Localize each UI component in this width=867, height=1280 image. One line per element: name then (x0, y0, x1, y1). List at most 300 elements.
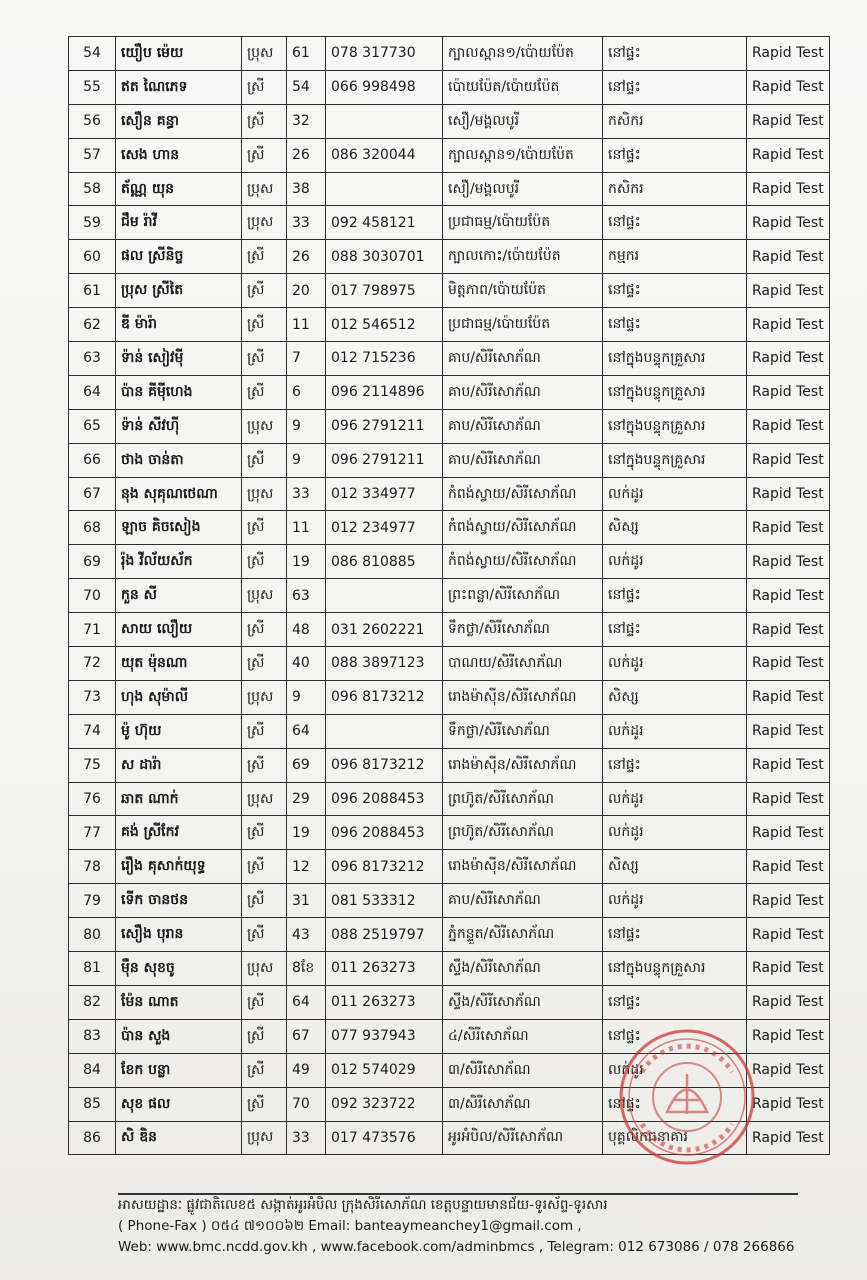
patient-age-cell: 12 (287, 850, 326, 884)
patient-address-cell: គាប/សិរីសោភ័ណ (443, 443, 603, 477)
patient-age-cell: 54 (287, 70, 326, 104)
patient-sex-cell: ស្រី (242, 443, 287, 477)
patient-occupation-cell: លក់ដូរ (603, 884, 747, 918)
patient-phone-cell (326, 172, 443, 206)
patient-occupation-cell: នៅក្នុងបន្ទុកគ្រួសារ (603, 342, 747, 376)
patient-address-cell: ស្ទឹង/សិរីសោភ័ណ (443, 985, 603, 1019)
patient-address-cell: ស្ទឹង/សិរីសោភ័ណ (443, 952, 603, 986)
patient-occupation-cell: នៅផ្ទះ (603, 308, 747, 342)
row-number-cell: 64 (69, 375, 116, 409)
row-number-cell: 84 (69, 1053, 116, 1087)
patient-name-cell: ប្រុស ស្រីតៃ (116, 274, 242, 308)
patient-occupation-cell: នៅផ្ទះ (603, 579, 747, 613)
patient-name-cell: ឌី ម៉ារ៉ា (116, 308, 242, 342)
test-type-cell: Rapid Test (747, 545, 830, 579)
patient-occupation-cell: នៅក្នុងបន្ទុកគ្រួសារ (603, 409, 747, 443)
patient-occupation-cell: នៅផ្ទះ (603, 748, 747, 782)
patient-address-cell: ៤/សិរីសោភ័ណ (443, 1019, 603, 1053)
row-number-cell: 86 (69, 1121, 116, 1155)
patient-name-cell: រឿង គុសាក់យុទ្ធ (116, 850, 242, 884)
patient-sex-cell: ស្រី (242, 816, 287, 850)
patient-phone-cell: 086 320044 (326, 138, 443, 172)
patient-name-cell: សឿន គន្ធា (116, 104, 242, 138)
patient-address-cell: ទឹកថ្លា/សិរីសោភ័ណ (443, 714, 603, 748)
test-type-cell: Rapid Test (747, 714, 830, 748)
patient-phone-cell: 031 2602221 (326, 613, 443, 647)
patient-address-cell: គាប/សិរីសោភ័ណ (443, 375, 603, 409)
patient-name-cell: ប៉ាន គីម៉ីហេង (116, 375, 242, 409)
test-type-cell: Rapid Test (747, 613, 830, 647)
table-row (69, 172, 830, 206)
patient-sex-cell: ប្រុស (242, 172, 287, 206)
patient-sex-cell: ស្រី (242, 104, 287, 138)
test-type-cell: Rapid Test (747, 104, 830, 138)
patient-occupation-cell: នៅផ្ទះ (603, 274, 747, 308)
patient-age-cell: 26 (287, 240, 326, 274)
patient-age-cell: 64 (287, 985, 326, 1019)
patient-address-cell: អូរអំបិល/សិរីសោភ័ណ (443, 1121, 603, 1155)
row-number-cell: 79 (69, 884, 116, 918)
patient-sex-cell: ស្រី (242, 375, 287, 409)
patient-sex-cell: ស្រី (242, 274, 287, 308)
patient-phone-cell (326, 579, 443, 613)
row-number-cell: 83 (69, 1019, 116, 1053)
table-row (69, 680, 830, 714)
patient-address-cell: គាប/សិរីសោភ័ណ (443, 342, 603, 376)
patient-sex-cell: ប្រុស (242, 37, 287, 71)
row-number-cell: 85 (69, 1087, 116, 1121)
patient-sex-cell: ស្រី (242, 647, 287, 681)
patient-occupation-cell: នៅក្នុងបន្ទុកគ្រួសារ (603, 443, 747, 477)
patient-name-cell: យឿប ម៉េយ (116, 37, 242, 71)
row-number-cell: 60 (69, 240, 116, 274)
table-row (69, 918, 830, 952)
patient-occupation-cell: លក់ដូរ (603, 1053, 747, 1087)
patient-phone-cell: 012 574029 (326, 1053, 443, 1087)
test-type-cell: Rapid Test (747, 409, 830, 443)
patient-name-cell: រ៉ុង វីល័យស័ក (116, 545, 242, 579)
patient-name-cell: កួន សី (116, 579, 242, 613)
row-number-cell: 74 (69, 714, 116, 748)
patient-age-cell: 9 (287, 680, 326, 714)
table-row (69, 477, 830, 511)
table-row (69, 104, 830, 138)
patient-age-cell: 11 (287, 308, 326, 342)
patient-sex-cell: ប្រុស (242, 206, 287, 240)
patient-sex-cell: ស្រី (242, 1053, 287, 1087)
patient-sex-cell: ស្រី (242, 748, 287, 782)
patient-address-cell: ៣/សិរីសោភ័ណ (443, 1087, 603, 1121)
row-number-cell: 78 (69, 850, 116, 884)
patient-name-cell: ផល ស្រីនិច្ច (116, 240, 242, 274)
table-row (69, 714, 830, 748)
patient-name-cell: ត័ណ្ណ យុន (116, 172, 242, 206)
patient-age-cell: 33 (287, 206, 326, 240)
row-number-cell: 77 (69, 816, 116, 850)
patient-phone-cell: 017 473576 (326, 1121, 443, 1155)
patient-phone-cell: 017 798975 (326, 274, 443, 308)
row-number-cell: 54 (69, 37, 116, 71)
patient-sex-cell: ប្រុស (242, 680, 287, 714)
row-number-cell: 80 (69, 918, 116, 952)
patient-name-cell: ឆាត ណាក់ (116, 782, 242, 816)
patient-address-cell: ក្បាលស្ពាន១/ប៉ោយប៉ែត (443, 37, 603, 71)
row-number-cell: 81 (69, 952, 116, 986)
test-type-cell: Rapid Test (747, 477, 830, 511)
patient-name-cell: ស ដារ៉ា (116, 748, 242, 782)
row-number-cell: 70 (69, 579, 116, 613)
patient-address-cell: ភ្នំកន្ទួត/សិរីសោភ័ណ (443, 918, 603, 952)
patient-age-cell: 38 (287, 172, 326, 206)
patient-address-cell: សឿ/មង្គលបូរី (443, 172, 603, 206)
test-type-cell: Rapid Test (747, 308, 830, 342)
test-type-cell: Rapid Test (747, 748, 830, 782)
footer-contact: ( Phone-Fax ) ០៥៤ ៧១០០៦២ Email: banteaymeanchey1@gmail.com , (118, 1218, 582, 1234)
row-number-cell: 57 (69, 138, 116, 172)
patient-sex-cell: ប្រុស (242, 477, 287, 511)
patient-phone-cell: 011 263273 (326, 952, 443, 986)
row-number-cell: 68 (69, 511, 116, 545)
patient-phone-cell: 096 2088453 (326, 816, 443, 850)
patient-occupation-cell: លក់ដូរ (603, 477, 747, 511)
patient-phone-cell: 081 533312 (326, 884, 443, 918)
patient-occupation-cell: កម្មករ (603, 240, 747, 274)
patient-phone-cell: 096 2791211 (326, 409, 443, 443)
test-type-cell: Rapid Test (747, 375, 830, 409)
patient-name-cell: នុង សុគុណថេណា (116, 477, 242, 511)
table-row (69, 308, 830, 342)
patient-name-cell: ម៉ូ ហ៊ុយ (116, 714, 242, 748)
patient-age-cell: 6 (287, 375, 326, 409)
official-seal-stamp (612, 1022, 762, 1172)
patient-name-cell: គង់ ស្រីកែវ (116, 816, 242, 850)
patient-address-cell: ប្រជាធម្ម/ប៉ោយប៉ែត (443, 308, 603, 342)
patient-address-cell: មិត្តភាព/ប៉ោយប៉ែត (443, 274, 603, 308)
patient-address-cell: ក្បាលស្ពាន១/ប៉ោយប៉ែត (443, 138, 603, 172)
patient-phone-cell: 078 317730 (326, 37, 443, 71)
patient-occupation-cell: បុគ្គលិកធនាគារ (603, 1121, 747, 1155)
patient-sex-cell: ស្រី (242, 613, 287, 647)
patient-occupation-cell: នៅផ្ទះ (603, 613, 747, 647)
table-row (69, 850, 830, 884)
patient-occupation-cell: លក់ដូរ (603, 545, 747, 579)
test-type-cell: Rapid Test (747, 1087, 830, 1121)
patient-phone-cell (326, 104, 443, 138)
test-type-cell: Rapid Test (747, 647, 830, 681)
patient-occupation-cell: លក់ដូរ (603, 647, 747, 681)
row-number-cell: 69 (69, 545, 116, 579)
footer-address: អាសយដ្ឋានៈ ផ្លូវជាតិលេខ៥ សង្កាត់អូរអំបិល ក្រុងសិរីសោភ័ណ ខេត្តបន្ទាយមានជ័យ-ទូរស័ព្ទ-ទូរសារ (118, 1197, 608, 1213)
row-number-cell: 73 (69, 680, 116, 714)
patient-sex-cell: ប្រុស (242, 1121, 287, 1155)
patient-sex-cell: ស្រី (242, 714, 287, 748)
patient-sex-cell: ស្រី (242, 545, 287, 579)
patient-occupation-cell: នៅផ្ទះ (603, 985, 747, 1019)
patient-name-cell: ថាង ចាន់តា (116, 443, 242, 477)
table-row (69, 274, 830, 308)
test-type-cell: Rapid Test (747, 342, 830, 376)
patient-occupation-cell: នៅផ្ទះ (603, 1019, 747, 1053)
test-type-cell: Rapid Test (747, 172, 830, 206)
patient-occupation-cell: នៅផ្ទះ (603, 918, 747, 952)
patient-occupation-cell: កសិករ (603, 104, 747, 138)
table-row (69, 409, 830, 443)
patient-occupation-cell: នៅផ្ទះ (603, 70, 747, 104)
patient-address-cell: ក្បាលកោះ/ប៉ោយប៉ែត (443, 240, 603, 274)
patient-address-cell: ព្រហ៊ូត/សិរីសោភ័ណ (443, 816, 603, 850)
patient-occupation-cell: នៅផ្ទះ (603, 138, 747, 172)
table-row (69, 613, 830, 647)
patient-occupation-cell: នៅក្នុងបន្ទុកគ្រួសារ (603, 952, 747, 986)
row-number-cell: 62 (69, 308, 116, 342)
patient-occupation-cell: លក់ដូរ (603, 714, 747, 748)
patient-sex-cell: ស្រី (242, 308, 287, 342)
patient-address-cell: ប្រជាធម្ម/ប៉ោយប៉ែត (443, 206, 603, 240)
patient-age-cell: 9 (287, 409, 326, 443)
patient-age-cell: 7 (287, 342, 326, 376)
patient-phone-cell: 012 546512 (326, 308, 443, 342)
test-type-cell: Rapid Test (747, 680, 830, 714)
patient-phone-cell: 092 458121 (326, 206, 443, 240)
patient-address-cell: កំពង់ស្វាយ/សិរីសោភ័ណ (443, 511, 603, 545)
patient-age-cell: 26 (287, 138, 326, 172)
patient-phone-cell: 088 3897123 (326, 647, 443, 681)
patient-occupation-cell: នៅផ្ទះ (603, 37, 747, 71)
patient-age-cell: 64 (287, 714, 326, 748)
patient-age-cell: 69 (287, 748, 326, 782)
patient-age-cell: 49 (287, 1053, 326, 1087)
table-row (69, 206, 830, 240)
patient-occupation-cell: នៅផ្ទះ (603, 1087, 747, 1121)
patient-phone-cell: 088 3030701 (326, 240, 443, 274)
row-number-cell: 65 (69, 409, 116, 443)
patient-phone-cell: 077 937943 (326, 1019, 443, 1053)
patient-occupation-cell: សិស្ស (603, 511, 747, 545)
patient-name-cell: សឿង បុរាន (116, 918, 242, 952)
patient-phone-cell: 086 810885 (326, 545, 443, 579)
table-row (69, 647, 830, 681)
patient-phone-cell: 088 2519797 (326, 918, 443, 952)
table-row (69, 375, 830, 409)
patient-name-cell: ជឹម រ៉ាវី (116, 206, 242, 240)
roster-body (69, 37, 830, 1155)
patient-sex-cell: ស្រី (242, 884, 287, 918)
patient-name-cell: ហុង សុម៉ាលី (116, 680, 242, 714)
patient-name-cell: ទ៉ាន់ សៀវម៉ី (116, 342, 242, 376)
patient-phone-cell: 096 2088453 (326, 782, 443, 816)
patient-address-cell: ៣/សិរីសោភ័ណ (443, 1053, 603, 1087)
test-type-cell: Rapid Test (747, 1019, 830, 1053)
test-type-cell: Rapid Test (747, 206, 830, 240)
test-type-cell: Rapid Test (747, 579, 830, 613)
patient-occupation-cell: លក់ដូរ (603, 782, 747, 816)
table-row (69, 884, 830, 918)
patient-age-cell: 33 (287, 1121, 326, 1155)
patient-name-cell: សិ ឌិន (116, 1121, 242, 1155)
row-number-cell: 71 (69, 613, 116, 647)
patient-name-cell: យុត ម៉ុនណា (116, 647, 242, 681)
patient-address-cell: ព្រហ៊ូត/សិរីសោភ័ណ (443, 782, 603, 816)
patient-age-cell: 20 (287, 274, 326, 308)
table-row (69, 782, 830, 816)
patient-sex-cell: ស្រី (242, 918, 287, 952)
patient-sex-cell: ស្រី (242, 511, 287, 545)
test-type-cell: Rapid Test (747, 850, 830, 884)
row-number-cell: 67 (69, 477, 116, 511)
patient-address-cell: បាណយ/សិរីសោភ័ណ (443, 647, 603, 681)
patient-name-cell: សេង ហាន (116, 138, 242, 172)
patient-phone-cell: 096 2114896 (326, 375, 443, 409)
patient-sex-cell: ស្រី (242, 342, 287, 376)
patient-phone-cell: 092 323722 (326, 1087, 443, 1121)
table-row (69, 443, 830, 477)
table-row (69, 952, 830, 986)
patient-address-cell: កំពង់ស្វាយ/សិរីសោភ័ណ (443, 477, 603, 511)
patient-occupation-cell: សិស្ស (603, 680, 747, 714)
table-row (69, 240, 830, 274)
patient-address-cell: គាប/សិរីសោភ័ណ (443, 409, 603, 443)
patient-address-cell: រោងម៉ាស៊ីន/សិរីសោភ័ណ (443, 748, 603, 782)
row-number-cell: 56 (69, 104, 116, 138)
patient-address-cell: គាប/សិរីសោភ័ណ (443, 884, 603, 918)
test-type-cell: Rapid Test (747, 274, 830, 308)
patient-age-cell: 29 (287, 782, 326, 816)
test-type-cell: Rapid Test (747, 443, 830, 477)
patient-name-cell: ម៉ែន ណាត (116, 985, 242, 1019)
patient-name-cell: ឥត ណៃភេទ (116, 70, 242, 104)
letterhead-footer (118, 1193, 798, 1258)
test-type-cell: Rapid Test (747, 240, 830, 274)
patient-age-cell: 63 (287, 579, 326, 613)
table-row (69, 511, 830, 545)
table-row (69, 579, 830, 613)
test-type-cell: Rapid Test (747, 37, 830, 71)
table-row (69, 545, 830, 579)
patient-sex-cell: ស្រី (242, 1019, 287, 1053)
patient-age-cell: 19 (287, 816, 326, 850)
patient-phone-cell: 012 715236 (326, 342, 443, 376)
patient-age-cell: 43 (287, 918, 326, 952)
patient-age-cell: 19 (287, 545, 326, 579)
footer-web-links: Web: www.bmc.ncdd.gov.kh , www.facebook.com/adminbmcs , Telegram: 012 673086 / 078 266866 (118, 1239, 795, 1255)
patient-sex-cell: ស្រី (242, 138, 287, 172)
patient-address-cell: កំពង់ស្វាយ/សិរីសោភ័ណ (443, 545, 603, 579)
patient-phone-cell (326, 714, 443, 748)
row-number-cell: 58 (69, 172, 116, 206)
patient-sex-cell: ប្រុស (242, 952, 287, 986)
patient-name-cell: ទើក ចានថន (116, 884, 242, 918)
patient-name-cell: ប៉ាន សួង (116, 1019, 242, 1053)
test-type-cell: Rapid Test (747, 918, 830, 952)
row-number-cell: 55 (69, 70, 116, 104)
row-number-cell: 63 (69, 342, 116, 376)
patient-address-cell: សឿ/មង្គលបូរី (443, 104, 603, 138)
test-type-cell: Rapid Test (747, 70, 830, 104)
test-type-cell: Rapid Test (747, 952, 830, 986)
patient-phone-cell: 096 8173212 (326, 680, 443, 714)
table-row (69, 342, 830, 376)
patient-age-cell: 48 (287, 613, 326, 647)
patient-phone-cell: 012 234977 (326, 511, 443, 545)
patient-address-cell: ប៉ោយប៉ែត/ប៉ោយប៉ែត (443, 70, 603, 104)
patient-occupation-cell: នៅក្នុងបន្ទុកគ្រួសារ (603, 375, 747, 409)
patient-age-cell: 40 (287, 647, 326, 681)
test-type-cell: Rapid Test (747, 138, 830, 172)
patient-address-cell: រោងម៉ាស៊ីន/សិរីសោភ័ណ (443, 680, 603, 714)
patient-phone-cell: 096 8173212 (326, 850, 443, 884)
row-number-cell: 72 (69, 647, 116, 681)
test-type-cell: Rapid Test (747, 816, 830, 850)
patient-sex-cell: ប្រុស (242, 579, 287, 613)
patient-name-cell: សាយ លឿយ (116, 613, 242, 647)
patient-sex-cell: ប្រុស (242, 782, 287, 816)
patient-age-cell: 31 (287, 884, 326, 918)
patient-sex-cell: ស្រី (242, 70, 287, 104)
patient-name-cell: ទ៉ាន់ សីវហ៊ី (116, 409, 242, 443)
test-type-cell: Rapid Test (747, 1121, 830, 1155)
patient-occupation-cell: សិស្ស (603, 850, 747, 884)
patient-sex-cell: ស្រី (242, 850, 287, 884)
row-number-cell: 76 (69, 782, 116, 816)
patient-address-cell: រោងម៉ាស៊ីន/សិរីសោភ័ណ (443, 850, 603, 884)
patient-occupation-cell: លក់ដូរ (603, 816, 747, 850)
table-row (69, 70, 830, 104)
table-row (69, 985, 830, 1019)
patient-phone-cell: 012 334977 (326, 477, 443, 511)
test-type-cell: Rapid Test (747, 782, 830, 816)
patient-phone-cell: 096 8173212 (326, 748, 443, 782)
patient-age-cell: 8ខែ (287, 952, 326, 986)
test-type-cell: Rapid Test (747, 884, 830, 918)
test-type-cell: Rapid Test (747, 985, 830, 1019)
patient-occupation-cell: នៅផ្ទះ (603, 206, 747, 240)
patient-age-cell: 11 (287, 511, 326, 545)
patient-sex-cell: ស្រី (242, 985, 287, 1019)
patient-name-cell: ខែក បន្លា (116, 1053, 242, 1087)
test-type-cell: Rapid Test (747, 511, 830, 545)
patient-address-cell: ទឹកថ្លា/សិរីសោភ័ណ (443, 613, 603, 647)
patient-age-cell: 32 (287, 104, 326, 138)
patient-age-cell: 67 (287, 1019, 326, 1053)
patient-age-cell: 61 (287, 37, 326, 71)
table-row (69, 138, 830, 172)
table-row (69, 816, 830, 850)
patient-sex-cell: ស្រី (242, 240, 287, 274)
patient-name-cell: សុខ ផល (116, 1087, 242, 1121)
row-number-cell: 61 (69, 274, 116, 308)
patient-address-cell: ព្រះពន្លា/សិរីសោភ័ណ (443, 579, 603, 613)
row-number-cell: 66 (69, 443, 116, 477)
row-number-cell: 75 (69, 748, 116, 782)
row-number-cell: 82 (69, 985, 116, 1019)
patient-name-cell: ឡាច គិចសៀង (116, 511, 242, 545)
patient-phone-cell: 096 2791211 (326, 443, 443, 477)
patient-age-cell: 9 (287, 443, 326, 477)
patient-sex-cell: ស្រី (242, 1087, 287, 1121)
table-row (69, 37, 830, 71)
patient-occupation-cell: កសិករ (603, 172, 747, 206)
patient-roster-table (68, 36, 830, 1155)
patient-age-cell: 70 (287, 1087, 326, 1121)
patient-phone-cell: 066 998498 (326, 70, 443, 104)
patient-name-cell: ម៉ឺន សុខចូ (116, 952, 242, 986)
table-row (69, 748, 830, 782)
row-number-cell: 59 (69, 206, 116, 240)
patient-sex-cell: ប្រុស (242, 409, 287, 443)
test-type-cell: Rapid Test (747, 1053, 830, 1087)
patient-phone-cell: 011 263273 (326, 985, 443, 1019)
patient-age-cell: 33 (287, 477, 326, 511)
